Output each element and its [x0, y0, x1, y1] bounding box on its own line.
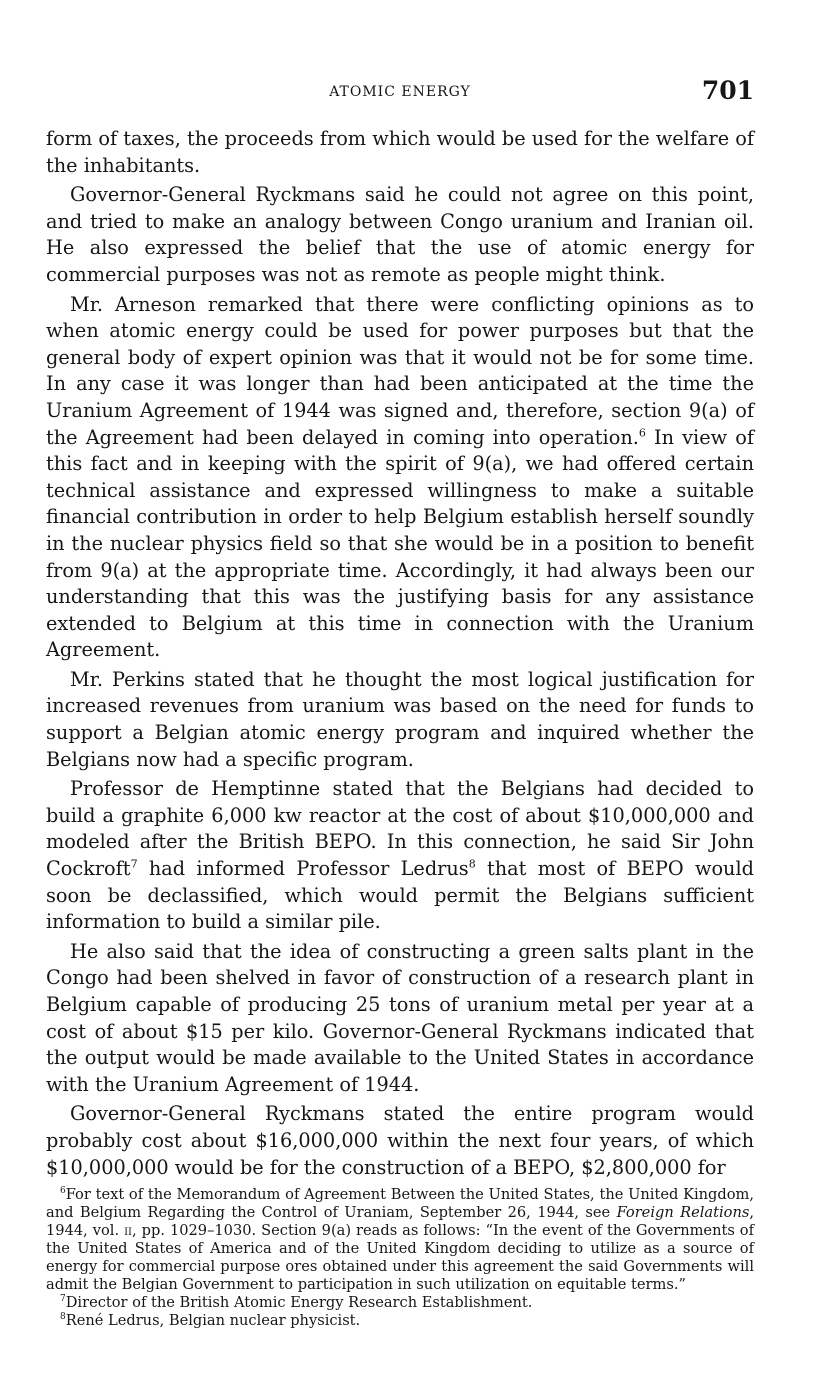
footnote-text: , pp. 1029–1030. Section 9(a) reads as follows: “In the event of the Governments of the United States of America and of the United Kingdom deciding to utilize as a source of energy for commercial purpose ores obtained under this agreement the said Governments will admit the Belgian Government to participation in such utilization on equitable terms.” [46, 1222, 754, 1293]
paragraph-ryckmans-objection [46, 182, 754, 288]
footnote-italic-title: Foreign Relations [616, 1204, 750, 1221]
footnote-ref-8: 8 [468, 857, 476, 871]
footnote-mark: 7 [60, 1294, 66, 1305]
page-number: 701 [701, 76, 754, 105]
paragraph-text: that most of BEPO would soon be declassified, which would permit the Belgians sufficient information to build a similar pile. [46, 857, 754, 934]
footnote-7 [46, 1294, 754, 1312]
paragraph-program-cost [46, 1101, 754, 1181]
paragraph-perkins-statement [46, 667, 754, 773]
footnote-ref-6: 6 [638, 426, 646, 440]
paragraph-arneson-remarks [46, 292, 754, 664]
footnote-volume: ii [124, 1222, 133, 1239]
paragraph-text: form of taxes, the proceeds from which would be used for the welfare of the inhabitants. [46, 127, 754, 177]
paragraph-text: Mr. Arneson remarked that there were conflicting opinions as to when atomic energy could be used for power purposes but that the general body of expert opinion was that it would not be for some time. In any case it was longer than had been anticipated at the time the Uranium Agreement of 1944 was signed and, therefore, section 9(a) of the Agreement had been delayed in coming into operation. [46, 292, 754, 449]
footnote-text: Director of the British Atomic Energy Research Establishment. [65, 1294, 533, 1311]
footnote-text: For text of the Memorandum of Agreement Between the United States, the United Kingdom, and Belgium Regarding the Control of Uraniam, September 26, 1944, see [46, 1186, 754, 1221]
paragraph-continued [46, 126, 754, 179]
running-title: ATOMIC ENERGY [329, 84, 471, 100]
paragraph-text: Mr. Perkins stated that he thought the most logical justification for increased revenues from uranium was based on the need for funds to support a Belgian atomic energy program and inquired whether the Belgians now had a specific program. [46, 667, 754, 771]
paragraph-text: Governor-General Ryckmans stated the entire program would probably cost about $16,000,000 within the next four years, of which $10,000,000 would be for the construction of a BEPO, $2,800,000 for [46, 1102, 754, 1179]
footnote-mark: 8 [60, 1312, 66, 1323]
footnote-6 [46, 1186, 754, 1294]
paragraph-text: had informed Professor Ledrus [137, 857, 469, 881]
paragraph-text: In view of this fact and in keeping with the spirit of 9(a), we had offered certain technical assistance and expressed willingness to make a suitable financial contribution in order to help Belgium establish herself soundly in the nuclear physics field so that she would be in a position to benefit from 9(a) at the appropriate time. Accordingly, it had always been our understanding that this was the justifying basis for any assistance extended to Belgium at this time in connection with the Uranium Agreement. [46, 425, 755, 662]
footnote-text: René Ledrus, Belgian nuclear physicist. [65, 1312, 361, 1329]
footnotes [46, 1186, 754, 1330]
paragraph-text: Governor-General Ryckmans said he could not agree on this point, and tried to make an analogy between Congo uranium and Iranian oil. He also expressed the belief that the use of atomic energy for commercial purposes was not as remote as people might think. [46, 183, 754, 286]
paragraph-text: He also said that the idea of constructing a green salts plant in the Congo had been shelved in favor of construction of a research plant in Belgium capable of producing 25 tons of uranium metal per year at a cost of about $15 per kilo. Governor-General Ryckmans indicated that the output would be made available to the United States in accordance with the Uranium Agreement of 1944. [46, 939, 754, 1096]
footnote-8 [46, 1312, 754, 1330]
footnote-mark: 6 [60, 1186, 66, 1197]
paragraph-green-salts-plant [46, 939, 754, 1099]
paragraph-text: Professor de Hemptinne stated that the Belgians had decided to build a graphite 6,000 kw reactor at the cost of about $10,000,000 and modeled after the British BEPO. In this connection, he said Sir John Cockroft [46, 777, 754, 881]
footnote-ref-7: 7 [130, 857, 138, 871]
page-header [46, 76, 754, 116]
footnote-text: , 1944, vol. [46, 1204, 754, 1239]
body-text [46, 126, 754, 1184]
paragraph-hemptinne-reactor [46, 776, 754, 936]
